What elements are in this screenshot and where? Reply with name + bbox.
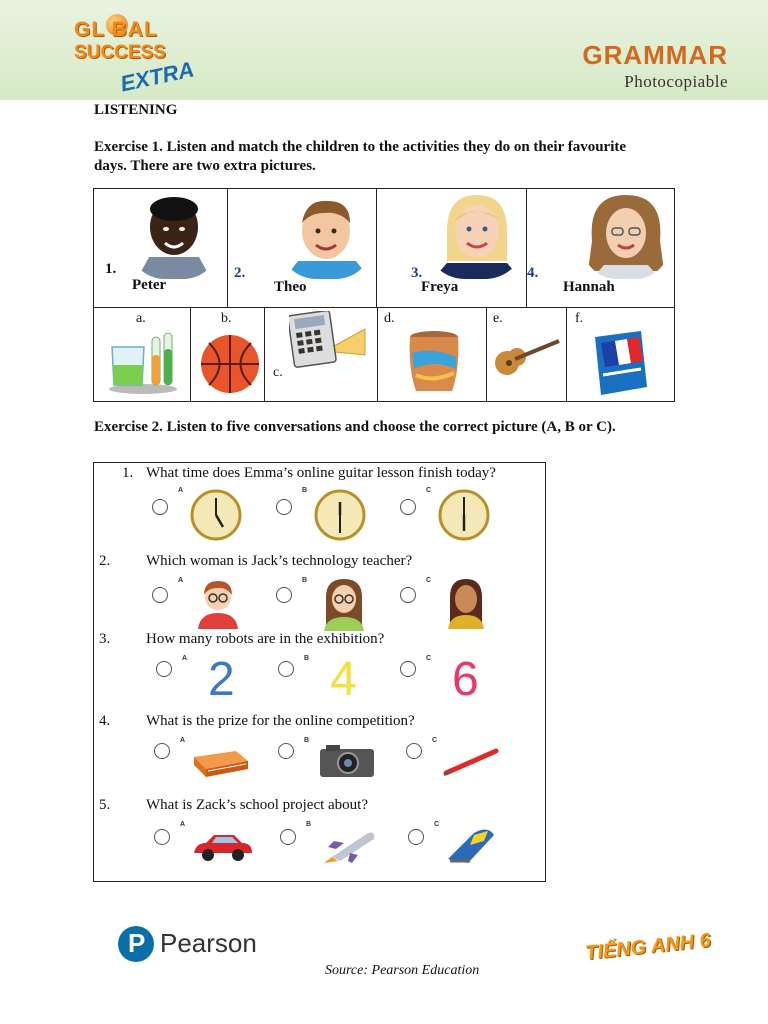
- spaceship-icon: [322, 827, 378, 865]
- activity-letter: c.: [273, 365, 283, 380]
- child-number: 4.: [527, 265, 539, 281]
- child-number: 1.: [105, 261, 117, 277]
- activity-d: [378, 307, 487, 401]
- activity-letter: e.: [493, 311, 503, 326]
- option-letter: C: [426, 655, 432, 662]
- child-number: 2.: [234, 265, 246, 281]
- radio-button[interactable]: [156, 661, 172, 677]
- child-name: Hannah: [563, 279, 615, 295]
- question-number: 2.: [99, 553, 111, 569]
- clock-icon: [190, 489, 242, 541]
- child-number: 3.: [411, 265, 423, 281]
- child-name: Theo: [274, 279, 307, 295]
- clock-icon: [438, 489, 490, 541]
- series-logo: TIẾNG ANH 6: [584, 929, 712, 965]
- basketball-icon: [199, 333, 261, 395]
- question-number: 5.: [99, 797, 111, 813]
- robot-number: 2: [208, 653, 235, 706]
- option-letter: B: [304, 737, 310, 744]
- option-letter: B: [302, 487, 308, 494]
- activity-a: [94, 307, 191, 401]
- logo-line2: SUCCESS: [74, 42, 166, 63]
- radio-button[interactable]: [400, 499, 416, 515]
- exercise2-instruction: Exercise 2. Listen to five conversations and choose the correct picture (A, B or C).: [94, 419, 616, 435]
- activity-letter: d.: [384, 311, 395, 326]
- option-letter: C: [434, 821, 440, 828]
- option-letter: B: [302, 577, 308, 584]
- radio-button[interactable]: [154, 829, 170, 845]
- question-number: 1.: [122, 465, 134, 481]
- publisher-name: Pearson: [160, 928, 257, 958]
- boy-photo: [280, 193, 372, 279]
- option-letter: B: [306, 821, 312, 828]
- girl-photo: [427, 191, 523, 279]
- child-name: Peter: [132, 277, 167, 293]
- pen-icon: [442, 747, 502, 777]
- radio-button[interactable]: [280, 829, 296, 845]
- activity-letter: a.: [136, 311, 146, 326]
- woman-dark-hair-icon: [444, 577, 488, 629]
- option-letter: A: [180, 821, 186, 828]
- radio-button[interactable]: [400, 661, 416, 677]
- activity-f: [567, 307, 674, 401]
- pottery-vase-icon: [406, 329, 462, 397]
- child-cell-hannah: [527, 189, 674, 307]
- guitar-icon: [493, 335, 565, 379]
- radio-button[interactable]: [154, 743, 170, 759]
- question-text: What is Zack’s school project about?: [146, 797, 369, 813]
- option-letter: B: [304, 655, 310, 662]
- radio-button[interactable]: [276, 587, 292, 603]
- activity-letter: b.: [221, 311, 232, 326]
- page-subtitle: Photocopiable: [624, 72, 728, 91]
- radio-button[interactable]: [152, 499, 168, 515]
- radio-button[interactable]: [278, 743, 294, 759]
- radio-button[interactable]: [400, 587, 416, 603]
- question-text: Which woman is Jack’s technology teacher?: [146, 553, 413, 569]
- section-heading: LISTENING: [94, 102, 178, 118]
- camera-icon: [318, 743, 376, 779]
- question-number: 3.: [99, 631, 111, 647]
- robot-number: 4: [330, 653, 357, 706]
- radio-button[interactable]: [276, 499, 292, 515]
- question-text: What time does Emma’s online guitar lesson finish today?: [146, 465, 496, 481]
- logo-line3: EXTRA: [118, 56, 197, 97]
- page-title: GRAMMAR: [582, 40, 728, 70]
- radio-button[interactable]: [408, 829, 424, 845]
- radio-button[interactable]: [278, 661, 294, 677]
- logo-line1: GL BAL: [74, 18, 158, 41]
- woman-long-hair-glasses-icon: [320, 577, 368, 631]
- science-beaker-icon: [106, 333, 180, 395]
- child-cell-theo: [228, 189, 377, 307]
- train-icon: [444, 827, 498, 867]
- exercise1-instruction: Exercise 1. Listen and match the children to the activities they do on their favourite days. There are two extra pictures.: [94, 139, 627, 174]
- question-text: How many robots are in the exhibition?: [146, 631, 385, 647]
- exercise1-grid: [93, 188, 675, 402]
- option-letter: C: [426, 487, 432, 494]
- option-letter: A: [182, 655, 188, 662]
- source-caption: Source: Pearson Education: [325, 963, 480, 978]
- girl-photo: [582, 191, 670, 279]
- activity-e: [487, 307, 567, 401]
- child-cell-peter: [94, 189, 228, 307]
- radio-button[interactable]: [406, 743, 422, 759]
- car-icon: [192, 831, 254, 863]
- children-row: [94, 189, 674, 308]
- robot-number: 6: [452, 653, 479, 706]
- activities-row: [94, 307, 674, 401]
- woman-short-hair-icon: [196, 577, 240, 629]
- question-text: What is the prize for the online competition?: [146, 713, 415, 729]
- question-number: 4.: [99, 713, 111, 729]
- calculator-icon: [289, 311, 367, 371]
- activity-letter: f.: [575, 311, 584, 326]
- french-book-icon: [591, 329, 651, 397]
- option-letter: A: [180, 737, 186, 744]
- activity-c: [265, 307, 378, 401]
- option-letter: C: [432, 737, 438, 744]
- activity-b: [191, 307, 265, 401]
- boy-photo: [129, 191, 219, 279]
- option-letter: C: [426, 577, 432, 584]
- option-letter: A: [178, 487, 184, 494]
- exercise2-box: [93, 462, 546, 882]
- book-icon: [192, 747, 250, 779]
- clock-icon: [314, 489, 366, 541]
- pearson-logo-icon: P: [118, 926, 154, 962]
- radio-button[interactable]: [152, 587, 168, 603]
- global-success-logo: [72, 12, 197, 97]
- child-cell-freya: [377, 189, 527, 307]
- option-letter: A: [178, 577, 184, 584]
- child-name: Freya: [421, 279, 459, 295]
